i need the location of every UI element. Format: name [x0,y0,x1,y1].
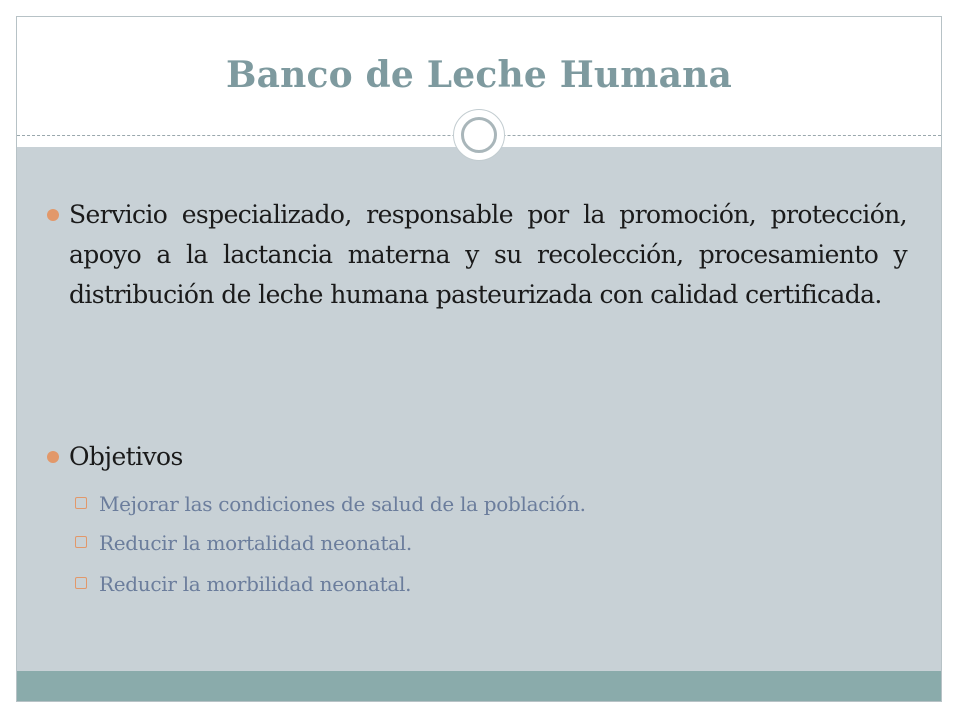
objective-text: Reducir la morbilidad neonatal. [99,572,412,596]
slide-title: Banco de Leche Humana [225,54,733,96]
bullet-dot-icon [47,451,59,463]
bullet-description [47,195,907,365]
objective-text: Mejorar las condiciones de salud de la población. [99,492,586,516]
bottom-accent-bar [17,671,941,702]
square-bullet-icon [75,497,87,509]
objective-item [75,489,875,523]
bullet-objectives [47,437,907,477]
bullet-dot-icon [47,209,59,221]
objective-item [75,569,875,603]
square-bullet-icon [75,577,87,589]
bullet-objectives-text: Objetivos [69,442,183,471]
slide [16,16,942,702]
objective-text: Reducir la mortalidad neonatal. [99,531,412,555]
objective-item [75,528,875,562]
bullet-description-text: Servicio especializado, responsable por la promoción, protección, apoyo a la lactancia materna y su recolección, procesamiento y distribución de leche humana pasteurizada con calidad certificada. [69,200,907,309]
square-bullet-icon [75,536,87,548]
circle-ornament-icon [453,109,505,161]
